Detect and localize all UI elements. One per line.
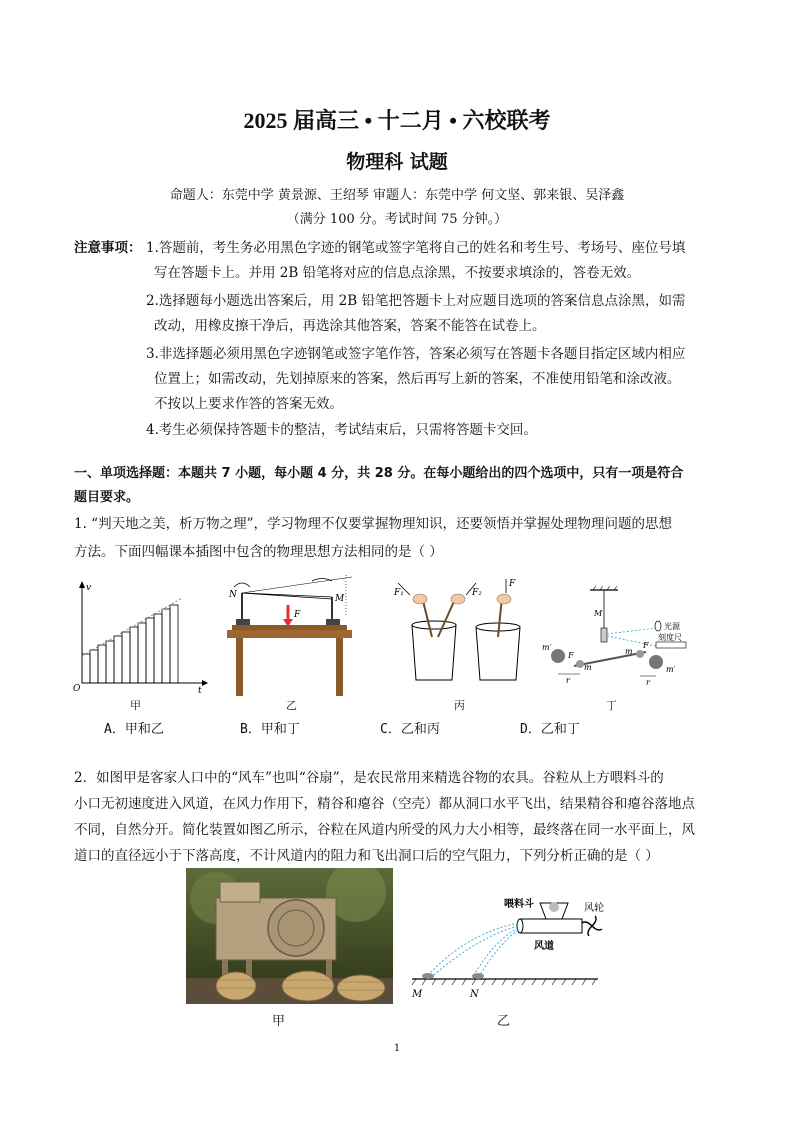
label-F: F (294, 610, 301, 620)
notice-item: 不按以上要求作答的答案无效。 (154, 396, 343, 412)
q2-stem-cont: 小口无初速度进入风道，在风力作用下，精谷和瘪谷（空壳）都从洞口水平飞出，结果精谷和瘪谷落地点 (74, 796, 695, 812)
label-r-right: r (646, 678, 650, 686)
figure-label-ding: 丁 (606, 699, 617, 712)
section-heading-cont: 题目要求。 (74, 490, 140, 505)
figure-label-jia: 甲 (272, 1014, 286, 1029)
figure-label-jia: 甲 (130, 699, 141, 712)
notice-item: 改动，用橡皮擦干净后，再选涂其他答案，答案不能答在试卷上。 (154, 318, 546, 334)
origin-label: O (73, 684, 81, 693)
q1-stem: 1. “判天地之美，析万物之理”，学习物理不仅要掌握物理知识，还要领悟并掌握处理物理问题的思想 (74, 516, 672, 532)
notice-item: 1.答题前，考生务必用黑色字迹的钢笔或签字笔将自己的姓名和考生号、考场号、座位号填 (146, 240, 686, 256)
q1-option-d[interactable]: D．乙和丁 (520, 722, 580, 737)
label-wind-wheel: 风轮 (584, 903, 604, 914)
exam-score-time: （满分 100 分。考试时间 75 分钟。） (286, 212, 508, 227)
label-ruler: 刻度尺 (658, 633, 682, 642)
label-F-right: F (643, 641, 649, 650)
notice-item: 2.选择题每小题选出答案后，用 2B 铅笔把答题卡上对应题目选项的答案信息点涂黑，如需 (146, 293, 686, 309)
label-F: F (509, 579, 516, 589)
q2-stem: 2．如图甲是客家人口中的“风车”也叫“谷扇”，是农民常用来精选谷物的农具。谷粒从上方喂料斗的 (74, 770, 664, 786)
label-F1: F₁ (394, 588, 404, 598)
figure-label-yi: 乙 (286, 699, 297, 712)
label-hopper: 喂料斗 (504, 899, 534, 910)
notice-item: 写在答题卡上。并用 2B 铅笔将对应的信息点涂黑，不按要求填涂的，答卷无效。 (154, 265, 641, 281)
label-N: N (470, 989, 479, 1000)
notice-item: 4.考生必须保持答题卡的整洁，考试结束后，只需将答题卡交回。 (146, 422, 537, 438)
label-m-left: m (584, 663, 592, 672)
figure-label-bing: 丙 (454, 699, 465, 712)
label-r-left: r (566, 676, 570, 685)
notice-item: 位置上；如需改动，先划掉原来的答案，然后再写上新的答案，不准使用铅笔和涂改液。 (154, 371, 681, 387)
label-duct: 风道 (534, 941, 554, 952)
q1-figure-bing (392, 575, 532, 685)
q1-figure-jia (70, 578, 210, 693)
exam-authors: 命题人：东莞中学 黄景源、王绍琴 审题人：东莞中学 何文坚、郭来银、吴泽鑫 (169, 188, 625, 203)
axis-v-label: v (86, 583, 92, 593)
q2-stem-cont: 不同，自然分开。简化装置如图乙所示，谷粒在风道内所受的风力大小相等，最终落在同一水平面上，风 (74, 822, 695, 838)
exam-subject: 物理科 试题 (346, 151, 448, 173)
q1-stem-cont: 方法。下面四幅课本插图中包含的物理思想方法相同的是（ ） (74, 544, 443, 560)
q1-option-c[interactable]: C．乙和丙 (380, 722, 440, 737)
label-m-prime-left: m′ (542, 643, 552, 652)
label-m-right: m (625, 647, 633, 656)
q2-stem-cont: 道口的直径远小于下落高度，不计风道内的阻力和飞出洞口后的空气阻力，下列分析正确的是（ ） (74, 848, 659, 864)
label-M: M (412, 989, 423, 1000)
label-F-left: F (568, 651, 574, 660)
figure-label-yi: 乙 (497, 1014, 511, 1029)
label-light-source: 光源 (664, 622, 680, 631)
notice-label: 注意事项： (74, 240, 142, 256)
label-N: N (229, 590, 237, 600)
label-mirror-M: M (594, 609, 603, 618)
exam-title: 2025 届高三 • 十二月 • 六校联考 (243, 108, 551, 133)
label-m-prime-right: m′ (666, 665, 676, 674)
section-heading: 一、单项选择题：本题共 7 小题，每小题 4 分，共 28 分。在每小题给出的四个选项中，只有一项是符合 (74, 466, 684, 481)
page-number: 1 (393, 1043, 401, 1054)
q1-figure-yi (222, 575, 357, 700)
notice-item: 3.非选择题必须用黑色字迹钢笔或签字笔作答，答案必须写在答题卡各题目指定区域内相应 (146, 346, 686, 362)
label-F2: F₂ (472, 588, 482, 598)
q1-figure-ding (538, 586, 688, 686)
q2-diagram (408, 893, 608, 1008)
q1-option-b[interactable]: B．甲和丁 (240, 722, 300, 737)
q2-photo-winnower (186, 868, 393, 1004)
axis-t-label: t (198, 686, 202, 693)
q1-option-a[interactable]: A．甲和乙 (104, 722, 164, 737)
label-M: M (335, 594, 345, 604)
